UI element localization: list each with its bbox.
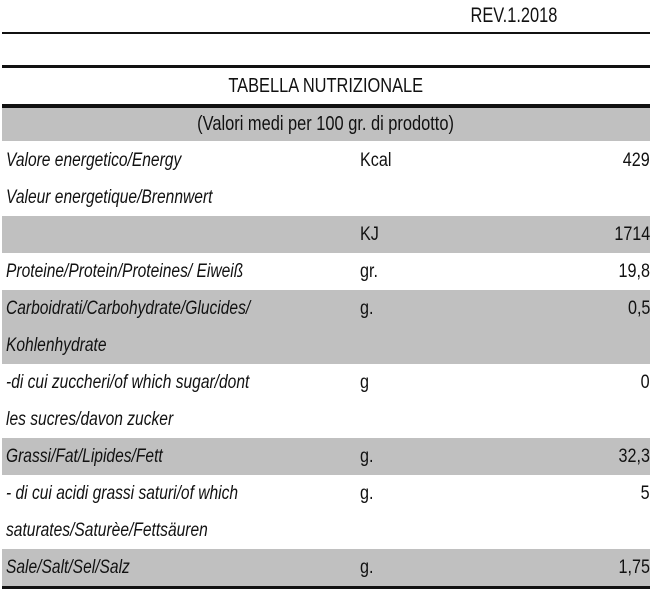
value-text: 1,75: [618, 557, 650, 578]
value-cell: [510, 364, 650, 438]
table-row: [2, 475, 650, 549]
nutrient-name-line: Grassi/Fat/Lipides/Fett: [6, 446, 163, 467]
value-text: 32,3: [618, 446, 650, 467]
unit-text: g.: [360, 483, 374, 504]
nutrient-name: [2, 253, 356, 290]
unit-text: Kcal: [360, 150, 392, 171]
nutrient-name: [2, 142, 356, 216]
table-row: [2, 142, 650, 216]
nutrient-name-line: Kohlenhydrate: [6, 335, 107, 356]
nutrient-name-line: Valore energetico/Energy: [6, 150, 182, 171]
revision-label: REV.1.2018: [470, 4, 557, 27]
nutrient-name-line: Sale/Salt/Sel/Salz: [6, 557, 130, 578]
unit-cell: [356, 364, 510, 438]
unit-cell: [356, 438, 510, 475]
unit-text: KJ: [360, 224, 379, 245]
bottom-rule: [2, 586, 650, 589]
unit-text: g.: [360, 298, 374, 319]
value-cell: [510, 142, 650, 216]
value-cell: [510, 549, 650, 586]
table-row: [2, 290, 650, 364]
nutrient-name-line: saturates/Saturèe/Fettsäuren: [6, 520, 208, 541]
table-title-text: TABELLA NUTRIZIONALE: [228, 74, 424, 97]
value-text: 5: [641, 483, 650, 504]
unit-cell: [356, 142, 510, 216]
table-row: [2, 364, 650, 438]
unit-text: gr.: [360, 261, 378, 282]
value-cell: [510, 290, 650, 364]
table-row: [2, 549, 650, 586]
unit-cell: [356, 216, 510, 253]
value-text: 429: [623, 150, 650, 171]
nutrient-name-line: Carboidrati/Carbohydrate/Glucides/: [6, 298, 251, 319]
table-subtitle-text: (Valori medi per 100 gr. di prodotto): [197, 113, 455, 135]
value-text: 0,5: [627, 298, 650, 319]
nutrient-name-line: - di cui acidi grassi saturi/of which: [6, 483, 239, 504]
unit-text: g: [360, 372, 369, 393]
nutrient-name-line: [6, 216, 293, 253]
nutrition-table: [2, 142, 650, 589]
nutrient-name: [2, 475, 356, 549]
nutrient-name-line: Proteine/Protein/Proteines/ Eiweiß: [6, 261, 244, 282]
nutrient-name-line: les sucres/davon zucker: [6, 409, 174, 430]
unit-text: g.: [360, 446, 374, 467]
nutrient-name: [2, 290, 356, 364]
value-cell: [510, 216, 650, 253]
nutrient-name: [2, 216, 356, 253]
unit-text: g.: [360, 557, 374, 578]
value-cell: [510, 475, 650, 549]
table-row: [2, 216, 650, 253]
unit-cell: [356, 290, 510, 364]
unit-cell: [356, 253, 510, 290]
value-cell: [510, 438, 650, 475]
nutrient-name-line: Valeur energetique/Brennwert: [6, 187, 213, 208]
nutrient-name: [2, 438, 356, 475]
nutrient-name: [2, 364, 356, 438]
table-subtitle: [2, 108, 650, 141]
top-rule: [2, 32, 650, 34]
table-title: [2, 68, 650, 104]
table-row: [2, 438, 650, 475]
value-text: 0: [641, 372, 650, 393]
table-row: [2, 253, 650, 290]
nutrient-name-line: -di cui zuccheri/of which sugar/dont: [6, 372, 250, 393]
value-text: 19,8: [618, 261, 650, 282]
nutrient-name: [2, 549, 356, 586]
unit-cell: [356, 549, 510, 586]
unit-cell: [356, 475, 510, 549]
value-cell: [510, 253, 650, 290]
value-text: 1714: [614, 224, 650, 245]
